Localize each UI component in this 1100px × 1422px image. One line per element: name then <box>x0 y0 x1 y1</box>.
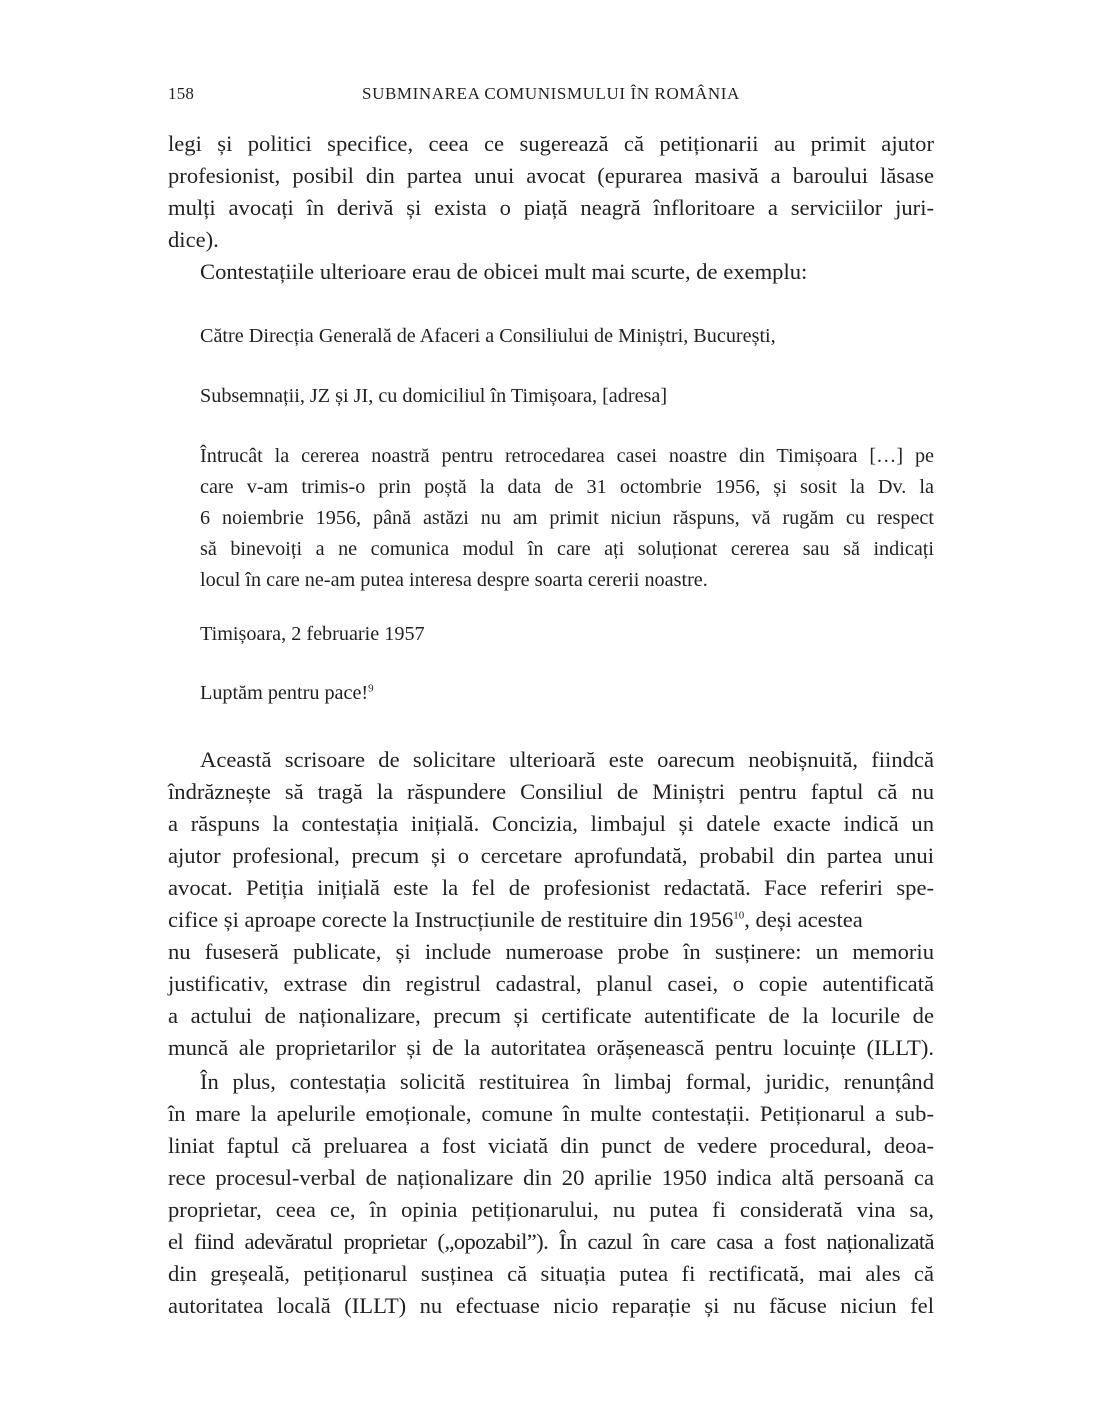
quote-line: 6 noiembrie 1956, până astăzi nu am primit niciun răspuns, vă rugăm cu respect <box>200 507 934 529</box>
quote-signatories: Subsemnații, JZ și JI, cu domiciliul în Timișoara, [adresa] <box>200 385 668 407</box>
quote-line: să binevoiți a ne comunica modul în care ați soluționat cererea sau să indicați <box>200 538 934 560</box>
running-head <box>168 84 934 110</box>
quote-line: Întrucât la cererea noastră pentru retrocedarea casei noastre din Timișoara […] pe <box>200 445 934 467</box>
text-line: liniat faptul că preluarea a fost viciată din punct de vedere procedural, deoa- <box>168 1133 934 1158</box>
paragraph-2: Contestațiile ulterioare erau de obicei mult mai scurte, de exemplu: <box>200 259 808 284</box>
quote-addressee: Către Direcția Generală de Afaceri a Consiliului de Miniștri, București, <box>200 325 776 347</box>
text-line: mulți avocați în derivă și exista o piață neagră înfloritoare a serviciilor juri- <box>168 195 934 220</box>
footnote-ref-10[interactable]: 10 <box>733 909 745 922</box>
text-line: a actului de naționalizare, precum și certificate autentificate de la locurile de <box>168 1003 934 1028</box>
text-line: a răspuns la contestația inițială. Concizia, limbajul și datele exacte indică un <box>168 811 934 836</box>
text-line: nu fuseseră publicate, și include numeroase probe în susținere: un memoriu <box>168 939 934 964</box>
text-segment: cifice și aproape corecte la Instrucțiunile de restituire din 1956$^{10}$, deși acestea <box>168 907 863 932</box>
text-line: justificativ, extrase din registrul cadastral, planul casei, o copie autentificată <box>168 971 934 996</box>
text-line <box>168 905 934 935</box>
text-line: muncă ale proprietarilor și de la autoritatea orășenească pentru locuințe (ILLT). <box>168 1035 934 1060</box>
quote-closing <box>200 679 934 707</box>
text-line: legi și politici specifice, ceea ce sugerează că petiționarii au primit ajutor <box>168 131 934 156</box>
quote-place-date: Timișoara, 2 februarie 1957 <box>200 623 425 645</box>
text-line: rece procesul-verbal de naționalizare din 20 aprilie 1950 indica altă persoană ca <box>168 1165 934 1190</box>
quote-line: locul în care ne-am putea interesa despre soarta cererii noastre. <box>200 569 708 591</box>
text-line: în mare la apelurile emoționale, comune în multe contestații. Petiționarul a sub- <box>168 1101 934 1126</box>
running-title: SUBMINAREA COMUNISMULUI ÎN ROMÂNIA <box>362 84 740 103</box>
text-line: autoritatea locală (ILLT) nu efectuase nicio reparație și nu făcuse niciun fel <box>168 1293 934 1318</box>
quote-line: care v-am trimis-o prin poștă la data de 31 octombrie 1956, și sosit la Dv. la <box>200 476 934 498</box>
text-line: ajutor profesional, precum și o cercetare aprofundată, probabil din partea unui <box>168 843 934 868</box>
quote-closing-text: Luptăm pentru pace! <box>200 682 369 704</box>
text-line: proprietar, ceea ce, în opinia petiționarului, nu putea fi considerată vina sa, <box>168 1197 934 1222</box>
text-line: În plus, contestația solicită restituirea în limbaj formal, juridic, renunțând <box>200 1069 934 1094</box>
page-number: 158 <box>168 84 195 103</box>
footnote-ref-9[interactable]: 9 <box>368 682 374 695</box>
text-line: din greșeală, petiționarul susținea că situația putea fi rectificată, mai ales că <box>168 1261 934 1286</box>
text-line: Această scrisoare de solicitare ulterioară este oarecum neobișnuită, fiindcă <box>200 747 934 772</box>
text-line: îndrăznește să tragă la răspundere Consiliul de Miniștri pentru faptul că nu <box>168 779 934 804</box>
text-line: avocat. Petiția inițială este la fel de profesionist redactată. Face referiri spe- <box>168 875 934 900</box>
text-line: profesionist, posibil din partea unui avocat (epurarea masivă a baroului lăsase <box>168 163 934 188</box>
text-line: el fiind adevăratul proprietar („opozabil”). În cazul în care casa a fost naționalizată <box>168 1229 934 1254</box>
text-line: dice). <box>168 227 219 252</box>
